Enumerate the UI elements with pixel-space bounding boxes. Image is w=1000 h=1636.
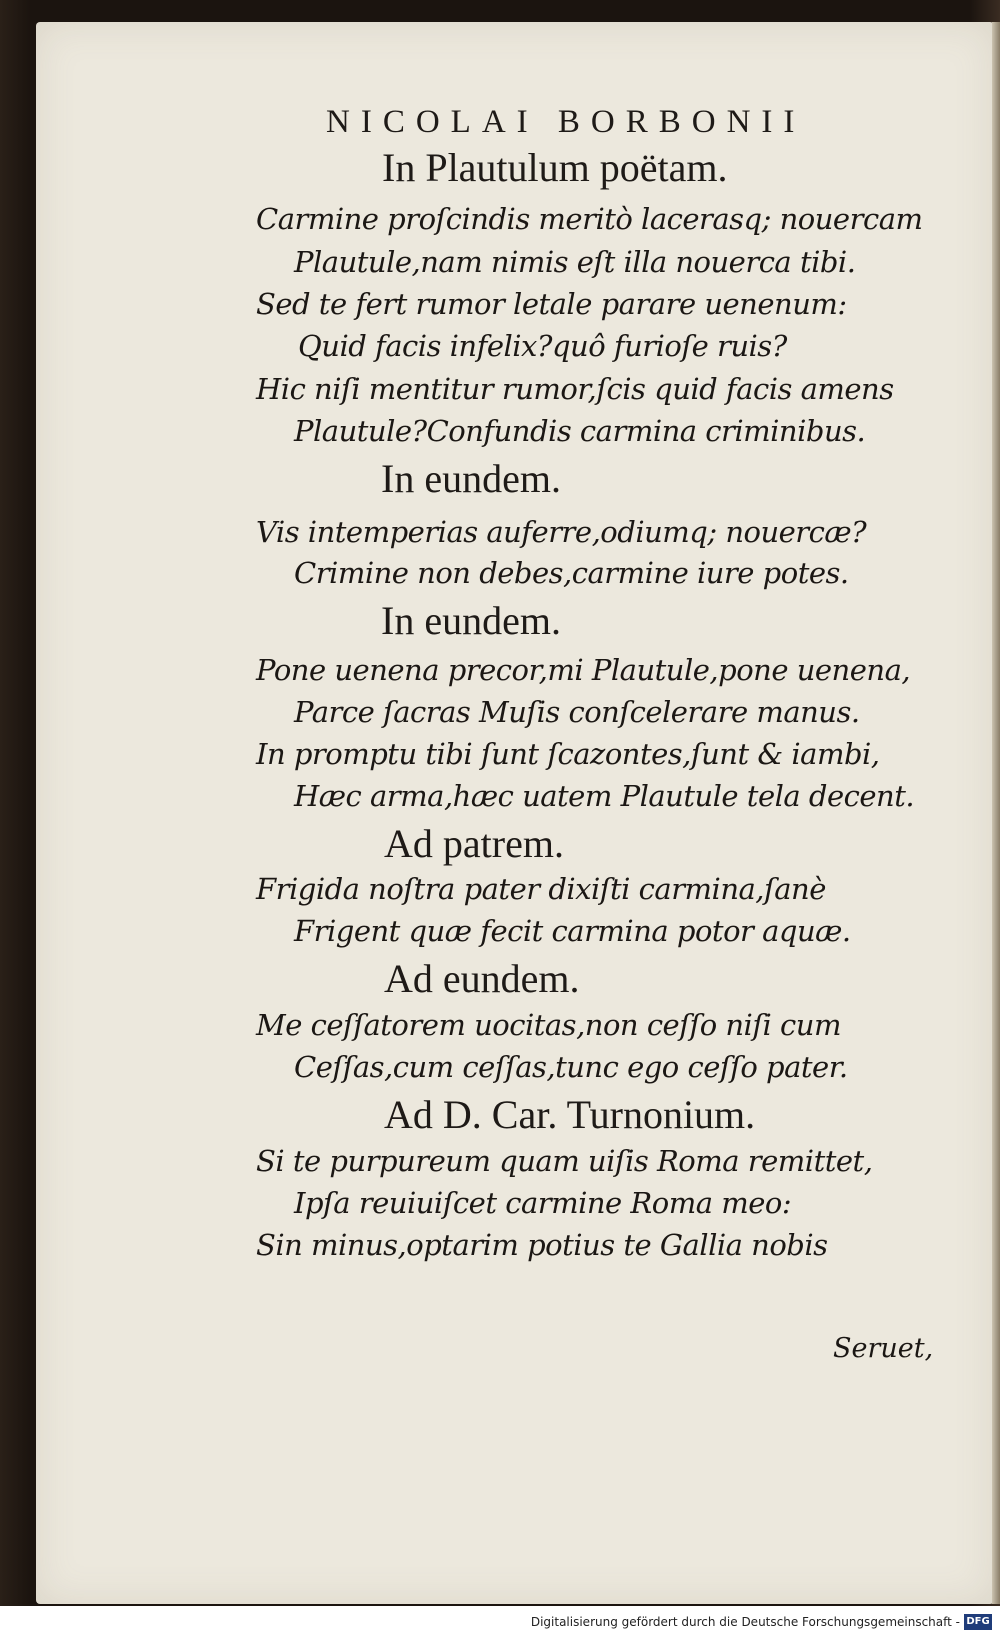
verse-line: Carmine proſcindis meritò lacerasq; nouercam: [256, 202, 923, 236]
verse-line: Frigent quæ fecit carmina potor aquæ.: [294, 914, 851, 948]
footer-bar: [0, 1606, 1000, 1636]
dfg-logo: DFG: [964, 1614, 992, 1630]
verse-line: Quid facis infelix?quô furioſe ruis?: [298, 329, 787, 363]
poem-title: In eundem.: [381, 456, 561, 501]
verse-line: In promptu tibi ſunt ſcazontes,ſunt & iambi,: [256, 737, 880, 771]
verse-line: Plautule,nam nimis eſt illa nouerca tibi.: [294, 245, 856, 279]
funding-credit: Digitalisierung gefördert durch die Deutsche Forschungsgemeinschaft -: [530, 1615, 960, 1629]
page-edge: [992, 22, 1000, 1604]
poem-title: In eundem.: [381, 598, 561, 643]
verse-line: Ceſſas,cum ceſſas,tunc ego ceſſo pater.: [294, 1050, 848, 1084]
verse-line: Si te purpureum quam uiſis Roma remittet,: [256, 1144, 873, 1178]
verse-line: Pone uenena precor,mi Plautule,pone uenena,: [256, 653, 911, 687]
poem-title: In Plautulum poëtam.: [382, 145, 728, 190]
verse-line: Plautule?Confundis carmina criminibus.: [294, 414, 866, 448]
verse-line: Frigida noſtra pater dixiſti carmina,ſanè: [256, 872, 826, 906]
verse-line: Me ceſſatorem uocitas,non ceſſo niſi cum: [256, 1008, 841, 1042]
poem-title: Ad D. Car. Turnonium.: [384, 1092, 756, 1137]
verse-line: Hic niſi mentitur rumor,ſcis quid facis amens: [256, 372, 894, 406]
verse-line: Sed te fert rumor letale parare uenenum:: [256, 287, 847, 321]
verse-line: Parce ſacras Muſis conſcelerare manus.: [294, 695, 860, 729]
verse-line: Crimine non debes,carmine iure potes.: [294, 556, 849, 590]
catchword: Seruet,: [833, 1333, 934, 1364]
verse-line: Vis intemperias auferre,odiumq; nouercæ?: [256, 515, 867, 549]
verse-line: Hæc arma,hæc uatem Plautule tela decent.: [294, 779, 915, 813]
poem-title: Ad patrem.: [384, 821, 564, 866]
verse-line: Sin minus,optarim potius te Gallia nobis: [256, 1228, 828, 1262]
poem-title: Ad eundem.: [384, 956, 580, 1001]
verse-line: Ipſa reuiuiſcet carmine Roma meo:: [294, 1186, 792, 1220]
running-head: NICOLAI BORBONII: [326, 104, 806, 140]
